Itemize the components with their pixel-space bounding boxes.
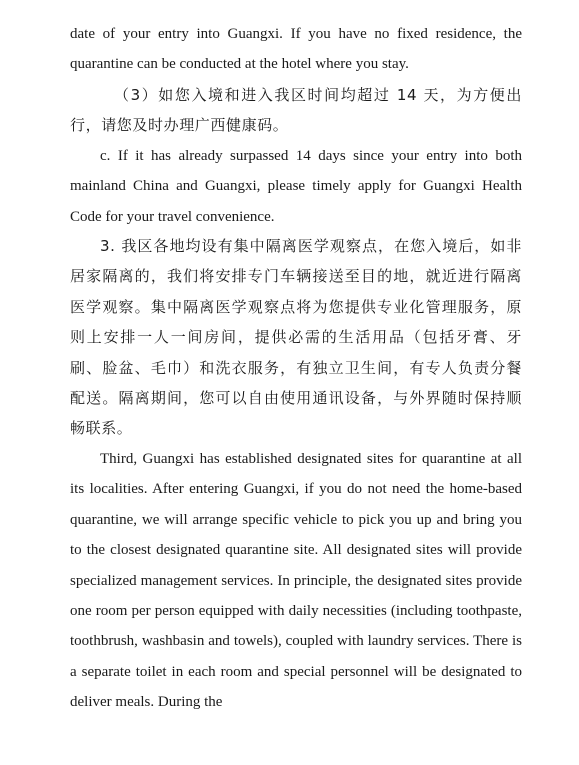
paragraph-en-health-code: c. If it has already surpassed 14 days since your entry into both mainland China and Guangxi, please timely apply for Guangxi Health Code for your travel convenience.	[70, 148, 522, 225]
paragraph-cn-designated-sites: 3. 我区各地均设有集中隔离医学观察点，在您入境后，如非居家隔离的，我们将安排专门车辆接送至目的地，就近进行隔离医学观察。集中隔离医学观察点将为您提供专业化管理服务，原则上安排一人一间房间，提供必需的生活用品（包括牙膏、牙刷、脸盆、毛巾）和洗衣服务，有独立卫生间，有专人负责分餐配送。隔离期间，您可以自由使用通讯设备，与外界随时保持顺畅联系。	[70, 237, 522, 438]
paragraph-residence-quarantine: date of your entry into Guangxi. If you have no fixed residence, the quarantine can be conducted at the hotel where you stay.	[70, 26, 522, 73]
paragraph-cn-health-code: （3）如您入境和进入我区时间均超过 14 天，为方便出行，请您及时办理广西健康码。	[70, 86, 522, 135]
paragraph-en-designated-sites: Third, Guangxi has established designated sites for quarantine at all its localities. After entering Guangxi, if you do not need the home-based quarantine, we will arrange specific vehicle to pick you up and bring you to the closest designated quarantine site. All designated sites will provide specialized management services. In principle, the designated sites provide one room per person equipped with daily necessities (including toothpaste, toothbrush, washbasin and towels), coupled with laundry services. There is a separate toilet in each room and special personnel will be designated to deliver meals. During the	[70, 451, 522, 711]
